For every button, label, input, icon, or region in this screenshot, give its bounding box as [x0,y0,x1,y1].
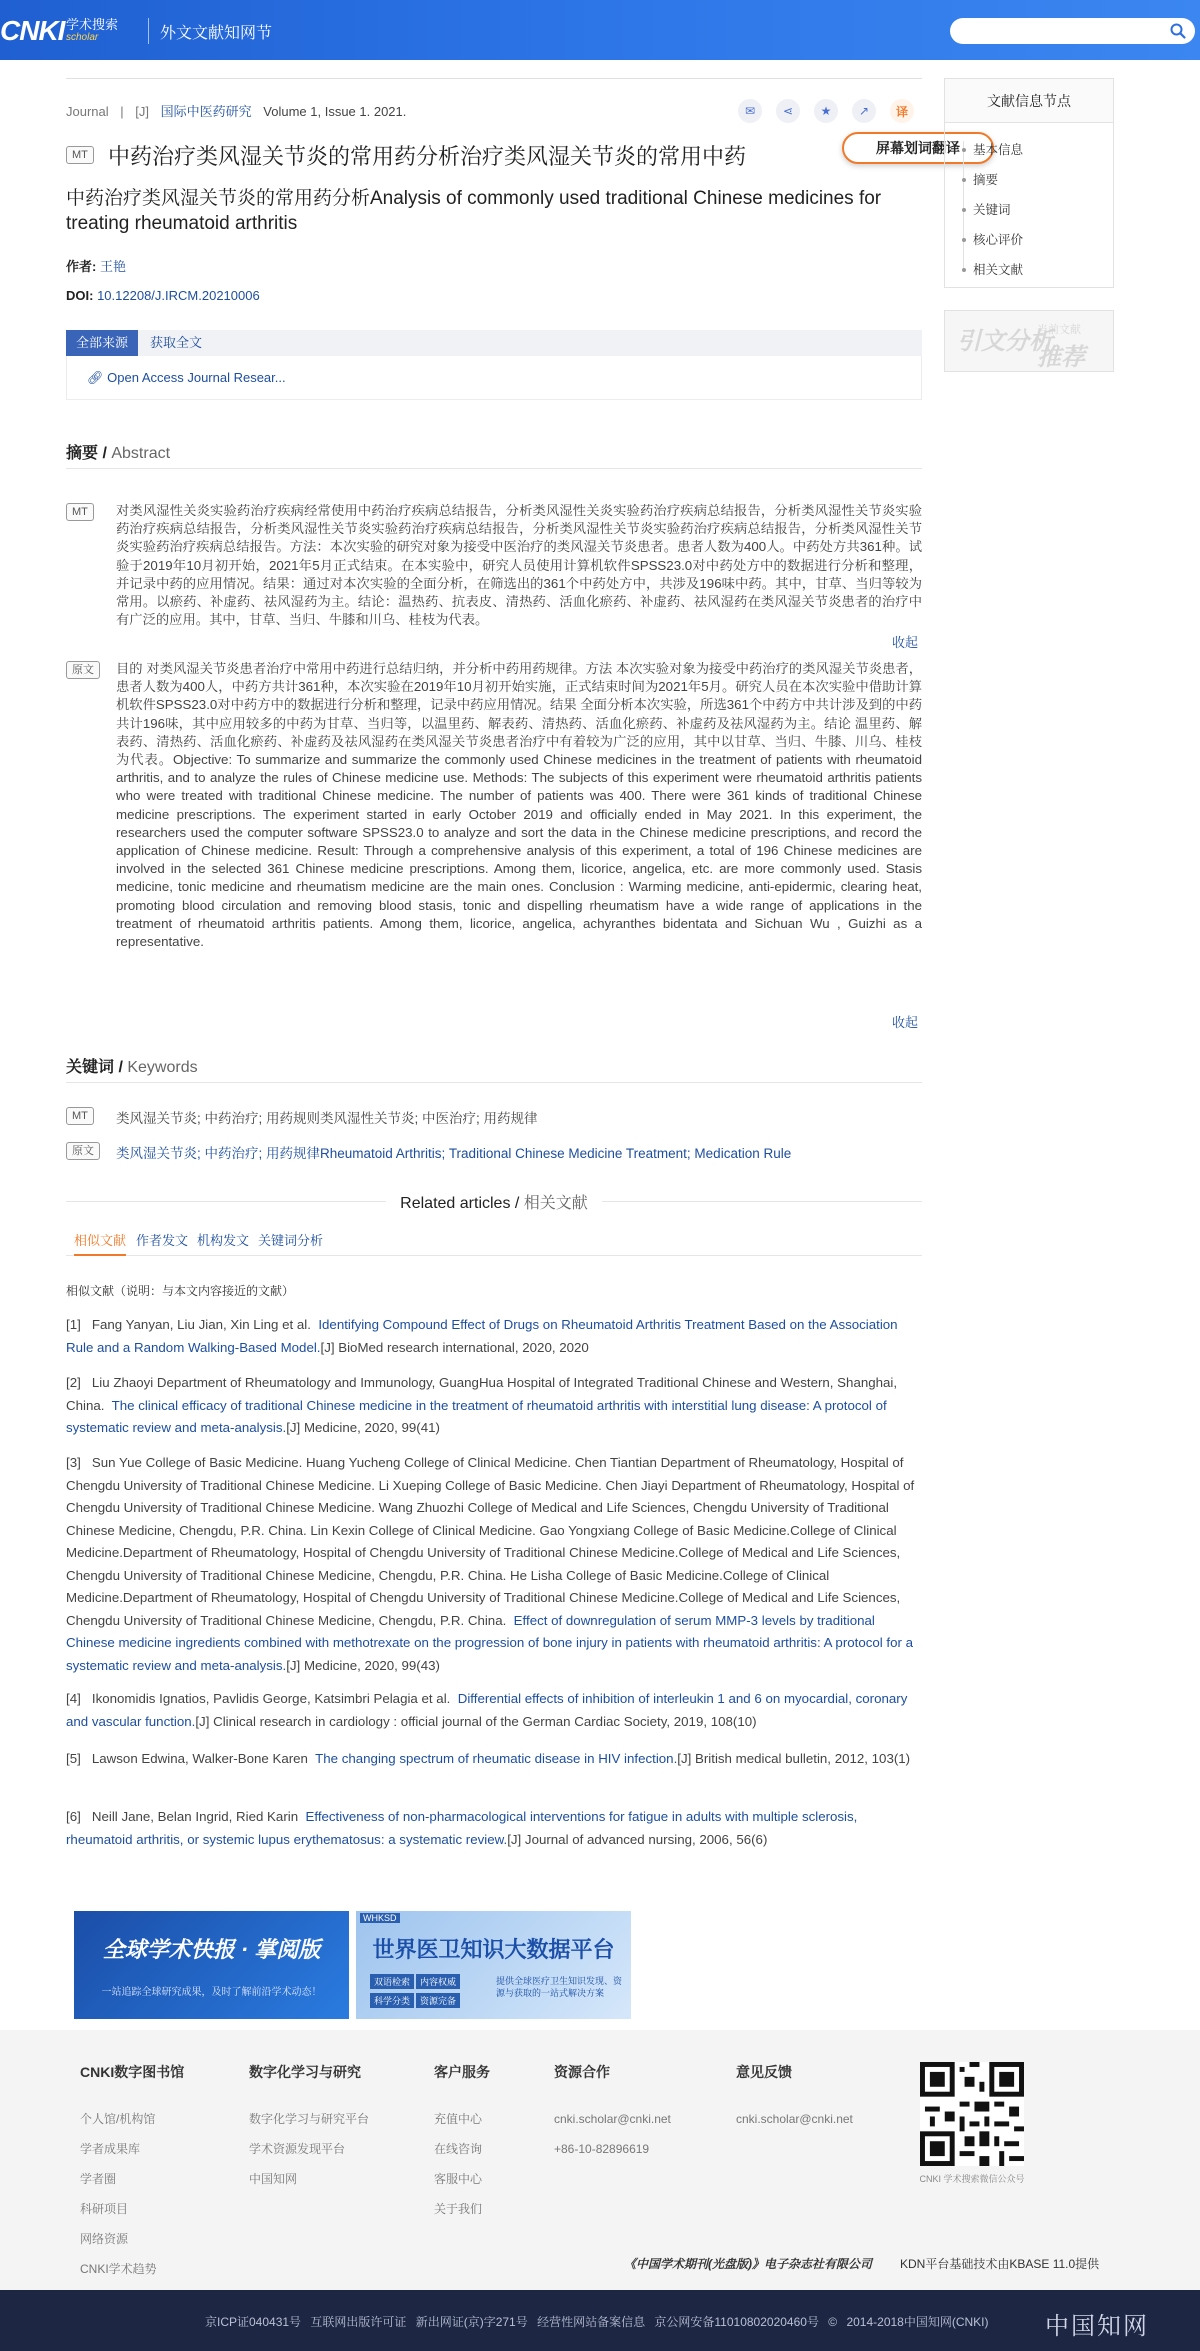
list-item [66,1806,922,1851]
top-header [0,0,1200,60]
keywords-heading: 关键词 / Keywords [66,1059,198,1076]
sidebar-nav [944,78,1114,288]
ref-title-link[interactable]: Differential effects of inhibition of interleukin 1 and 6 on myocardial, coronary and vascular function. [66,1691,908,1729]
logo-subtitle: 学术搜索 [66,17,119,32]
source-link[interactable] [87,370,286,386]
journal-link[interactable]: 国际中医药研究 [160,104,252,119]
ref-authors: Fang Yanyan, Liu Jian, Xin Ling et al. [91,1317,311,1332]
sidebar-item-related[interactable]: 相关文献 [973,255,1113,285]
banner-right-sub: 提供全球医疗卫生知识发现、资源与获取的一站式解决方案 [496,1976,623,1998]
translate-tooltip: 屏幕划词翻译 [842,132,994,164]
sidebar-item-keywords[interactable]: 关键词 [973,195,1113,225]
doi-link[interactable]: 10.12208/J.IRCM.20210006 [97,288,260,303]
citation-analysis-ad[interactable] [944,310,1114,372]
ref-title-link[interactable]: Effectiveness of non-pharmacological interventions for fatigue in adults with multiple sclerosis, rheumatoid arthritis, or systemic lupus erythematosus: a systematic review. [66,1809,858,1847]
footer-link[interactable]: 客服中心 [434,2172,483,2186]
authors [66,256,126,275]
banner-right-tags [370,1973,490,2011]
footer-email[interactable]: cnki.scholar@cnki.net [554,2112,671,2126]
footer-col-title: 意见反馈 [736,2064,792,2080]
banner-left-title: 全球学术快报 · 掌阅版 [102,1937,321,1962]
list-item [66,1452,922,1677]
doc-type: Journal [66,104,109,119]
mail-icon[interactable]: ✉ [738,99,762,123]
tab-author[interactable]: 作者发文 [136,1233,189,1248]
footer-bottom-bar [0,2290,1200,2351]
footer-link[interactable]: 学者成果库 [80,2142,141,2156]
footer-email[interactable]: cnki.scholar@cnki.net [736,2112,853,2126]
collapse-button[interactable]: 收起 [891,1015,918,1030]
logo-scholar: scholar [66,32,99,43]
footer-link[interactable]: 数字化学习与研究平台 [249,2112,370,2126]
abstract-heading-en: Abstract [111,445,171,462]
footer-col-title: 数字化学习与研究 [249,2064,361,2080]
list-item [66,1688,922,1733]
top-divider [66,78,922,79]
cnki-footer-logo: 中国知网 [1045,2312,1149,2340]
keywords-original [66,1142,922,1162]
abstract-mt-text: 对类风湿性关炎实验药治疗疾病经常使用中药治疗疾病总结报告，分析类风湿性关炎实验药治疗疾病总结报告，分析类风湿性关节炎实验药治疗疾病总结报告，分析类风湿性关节炎实验药治疗疾病总结报告，分析类风湿性关节炎实验药治疗疾病总结报告，分析类风湿性关节炎实验药治疗疾病总结报告。方法：本次实验的研究对象为接受中医治疗的类风湿关节炎患者。患者人数为400人。中药处方共361种。试验于2019年10月初开始，2021年5月正式结束。在本实验中，研究人员使用计算机软件SPSS23.0对中药处方中的数据进行分析和整理，并记录中药的应用情况。结果：通过对本次实验的全面分析，在筛选出的361个中药处方中，共涉及196味中药。其中，甘草、当归等较为常用。以瘀药、补虚药、祛风湿药为主。结论：温热药、抗表皮、清热药、活血化瘀药、补虚药、祛风湿药在类风湿关节炎患者的治疗中有广泛的应用。其中，甘草、当归、牛膝和川乌、桂枝为代表。 [116,503,922,628]
footer-col-title: CNKI数字图书馆 [80,2064,185,2080]
ref-title-link[interactable]: Identifying Compound Effect of Drugs on Rheumatoid Arthritis Treatment Based on the Association Rule and a Random Walking-Based Model. [66,1317,898,1355]
footer-col-title: 资源合作 [554,2064,610,2080]
banner-whksd[interactable] [356,1911,631,2019]
footer-col-title: 客户服务 [434,2064,490,2080]
export-icon[interactable]: ↗ [852,99,876,123]
translate-icon[interactable]: 译 [890,99,914,123]
tab-similar[interactable]: 相似文献 [74,1230,126,1256]
related-title-en: Related articles [400,1195,511,1212]
footer-link[interactable]: 个人馆/机构馆 [80,2112,156,2126]
footer-link[interactable]: 网络资源 [80,2232,129,2246]
banner-right-title: 世界医卫知识大数据平台 [372,1937,615,1962]
abstract-divider [66,468,922,469]
ref-authors: Ikonomidis Ignatios, Pavlidis George, Katsimbri Pelagia et al. [91,1691,451,1706]
keywords-mt [66,1107,922,1127]
related-heading [66,1190,922,1212]
publisher-text: 《中国学术期刊(光盘版)》电子杂志社有限公司 [624,2257,872,2271]
banner-tag: 双语检索 [370,1974,414,1989]
sidebar-item-evaluation[interactable]: 核心评价 [973,225,1113,255]
sidebar-title: 文献信息节点 [945,79,1113,123]
abstract-mt [66,502,922,652]
footer [0,2030,1200,2290]
tab-keyword-analysis[interactable]: 关键词分析 [258,1233,324,1248]
footer-link[interactable]: 科研项目 [80,2202,129,2216]
abstract-original [66,660,922,1032]
keywords-mt-text: 类风湿关节炎; 中药治疗; 用药规则类风湿性关节炎; 中医治疗; 用药规律 [116,1111,538,1126]
ref-source: [J] British medical bulletin, 2012, 103(1) [677,1751,911,1766]
ref-source: [J] Medicine, 2020, 99(43) [286,1657,440,1673]
qr-code-icon [920,2062,1024,2166]
tab-institution[interactable]: 机构发文 [197,1233,250,1248]
original-badge: 原文 [66,661,100,679]
ref-number: [6] [66,1809,81,1824]
source-tabs [66,330,922,356]
tab-fulltext[interactable]: 获取全文 [150,335,203,350]
site-title: 外文文献知网节 [160,25,273,42]
mt-badge: MT [66,503,94,521]
ad-title: 引文分析 [957,328,1053,355]
banner-tag: 内容权威 [416,1974,460,1989]
footer-link[interactable]: 学术资源发现平台 [249,2142,346,2156]
sidebar-list [945,123,1113,285]
footer-link[interactable]: 学者圈 [80,2172,117,2186]
page-title: 中药治疗类风湿关节炎的常用药分析治疗类风湿关节炎的常用中药 [108,144,747,169]
footer-col-library [80,2062,184,2284]
share-icon[interactable]: ⋖ [776,99,800,123]
action-toolbar [738,99,914,123]
star-icon[interactable]: ★ [814,99,838,123]
banner-left-sub: 一站追踪全球研究成果，及时了解前沿学术动态！ [101,1987,322,1998]
abstract-heading: 摘要 / Abstract [66,445,171,462]
ref-source: [J] Journal of advanced nursing, 2006, 56(6) [507,1831,768,1847]
header-divider [148,18,149,44]
list-item [66,1372,922,1440]
footer-col-cooperation [554,2062,671,2164]
banner-scholar-express[interactable] [74,1911,349,2019]
related-title-cn: 相关文献 [523,1195,588,1212]
original-badge: 原文 [66,1142,100,1160]
meta-separator: | [120,104,124,119]
tab-all-sources[interactable]: 全部来源 [66,330,138,356]
keywords-heading-cn: 关键词 [66,1059,115,1076]
ad-sub: 当前文献 [1037,324,1081,336]
article-meta [66,101,414,120]
ref-number: [2] [66,1375,81,1390]
author-label: 作者: [66,259,97,274]
platform-text: KDN平台基础技术由KBASE 11.0提供 [900,2257,1100,2271]
paperclip-icon: 🔗︎ [87,370,108,385]
volume-info: Volume 1, Issue 1. 2021. [263,104,407,119]
doc-tag: [J] [135,104,150,119]
ref-authors: Neill Jane, Belan Ingrid, Ried Karin [91,1809,299,1824]
doi-label: DOI: [66,288,94,303]
footer-phone: +86-10-82896619 [554,2142,650,2156]
qr-caption: CNKI 学术搜索微信公众号 [919,2174,1025,2184]
doi [66,288,260,303]
related-tabs [66,1226,922,1256]
ref-authors: Lawson Edwina, Walker-Bone Karen [91,1751,308,1766]
similar-note: 相似文献（说明：与本文内容接近的文献） [66,1284,295,1298]
ref-number: [5] [66,1751,81,1766]
search-icon[interactable] [1169,22,1187,40]
footer-col-feedback [736,2062,853,2134]
original-title: 中药治疗类风湿关节炎的常用药分析Analysis of commonly used traditional Chinese medicines for treating rheumatoid arthritis [66,188,882,234]
banner-tag: 资源完备 [416,1993,460,2008]
source-link-text: Open Access Journal Resear... [107,370,286,385]
footer-link[interactable]: 充值中心 [434,2112,483,2126]
ref-source: [J] BioMed research international, 2020, 2020 [320,1339,589,1355]
ref-number: [1] [66,1317,81,1332]
source-list [66,356,922,400]
ref-authors: Sun Yue College of Basic Medicine. Huang Yucheng College of Clinical Medicine. Chen Tiantian Department of Rheumatology, Hospital of Chengdu University of Traditional Chinese Medicine. Li Xueping College of Basic Medicine. Chen Jiayi Department of Rheumatology, Hospital of Chengdu University of Traditional Chinese Medicine. Wang Zhuozhi College of Medical and Life Sciences, Chengdu University of Traditional Chinese Medicine, Chengdu, P.R. China. Lin Kexin College of Clinical Medicine. Gao Yongxiang College of Basic Medicine.College of Clinical Medicine.Department of Rheumatology, Hospital of Chengdu University of Traditional Chinese Medicine.College of Medical and Life Sciences, Chengdu University of Traditional Chinese Medicine, Chengdu, P.R. China. He Lisha College of Basic Medicine.College of Clinical Medicine.Department of Rheumatology, Hospital of Chengdu University of Traditional Chinese Medicine.College of Medical and Life Sciences, Chengdu University of Traditional Chinese Medicine, Chengdu, P.R. China. [66,1455,915,1628]
ref-title-link[interactable]: The clinical efficacy of traditional Chinese medicine in the treatment of rheumatoid arthritis with interstitial lung disease: A protocol of systematic review and meta-analysis. [66,1397,887,1435]
cnki-logo[interactable]: CNKI [0,15,65,46]
footer-link[interactable]: CNKI学术趋势 [80,2262,157,2276]
ref-number: [4] [66,1691,81,1706]
banner-tag: 科学分类 [370,1993,414,2008]
list-item [66,1314,922,1359]
footer-link[interactable]: 在线咨询 [434,2142,483,2156]
keywords-divider [66,1082,922,1083]
search-input[interactable] [962,22,1157,40]
mt-badge: MT [66,1107,94,1125]
license-text: 京ICP证040431号 互联网出版许可证 新出网证(京)字271号 经营性网站备案信息 京公网安备11010802020460号 © 2014-2018中国知网(CNKI) [205,2315,989,2329]
ref-title-link[interactable]: The changing spectrum of rheumatic disease in HIV infection. [315,1751,678,1766]
abstract-heading-cn: 摘要 [66,445,99,462]
ref-source: [J] Clinical research in cardiology : official journal of the German Cardiac Society, 2019, 108(10) [195,1713,757,1729]
related-title: Related articles / 相关文献 [400,1195,588,1212]
ref-title-link[interactable]: Effect of downregulation of serum MMP-3 levels by traditional Chinese medicine ingredients combined with methotrexate on the progression of bone injury in patients with rheumatoid arthritis: A protocol for a systematic review and meta-analysis. [66,1612,914,1673]
mt-badge: MT [66,146,94,164]
ad-recommend: 推荐 [1037,344,1085,371]
ref-number: [3] [66,1455,81,1470]
sidebar-item-basic-info[interactable]: 基本信息 [973,135,1113,165]
footer-link[interactable]: 关于我们 [434,2202,483,2216]
list-item [66,1748,922,1771]
search-box [950,18,1195,44]
keywords-original-text[interactable]: 类风湿关节炎; 中药治疗; 用药规律Rheumatoid Arthritis; Traditional Chinese Medicine Treatment; Medication Rule [116,1146,792,1161]
ref-authors: Liu Zhaoyi Department of Rheumatology and Immunology, GuangHua Hospital of Integrated Traditional Chinese and Western, Shanghai, China. [66,1375,898,1413]
keywords-heading-en: Keywords [127,1059,198,1076]
collapse-button[interactable]: 收起 [891,635,918,650]
abstract-original-text: 目的 对类风湿关节炎患者治疗中常用中药进行总结归纳，并分析中药用药规律。方法 本次实验对象为接受中药治疗的类风湿关节炎患者，患者人数为400人，中药方共计361种，本次实验在2019年10月初开始实施，正式结束时间为2021年5月。研究人员在本次实验中借助计算机软件SPSS23.0对中药方中的数据进行分析和整理，记录中药应用情况。结果 全面分析本次实验，所选361个中药方中共计涉及到的中药共计196味，其中应用较多的中药为甘草、当归等，以温里药、解表药、清热药、活血化瘀药、补虚药及祛风湿药为主。结论 温里药、解表药、清热药、活血化瘀药、补虚药及祛风湿药在类风湿关节炎患者治疗中有着较为广泛的应用，其中以甘草、当归、牛膝、川乌、桂枝为代表。Objective: To summarize and summarize the commonly used Chinese medicines in the treatment of patients with rheumatoid arthritis, and to analyze the rules of Chinese medicine use. Methods: The subjects of this experiment were rheumatoid arthritis patients who were treated with traditional Chinese medicine. The number of patients was 400. There were 361 kinds of traditional Chinese medicine prescriptions. The experiment started in early October 2019 and officially ended in May 2021. In this experiment, the researchers used the computer software SPSS23.0 to analyze and sort the data in the Chinese medicine prescriptions, and record the application of Chinese medicine. Result: Through a comprehensive analysis of this experiment, a total of 196 Chinese medicines are involved in the selected 361 Chinese medicine prescriptions. Among them, licorice, angelica, etc. are more commonly used. Stasis medicine, tonic medicine and rheumatism medicine are the main ones. Conclusion : Warming medicine, anti-epidermic, clearing heat, promoting blood circulation and removing blood stasis, tonic and dispelling rheumatism have a wide range of applications in the treatment of rheumatoid arthritis patients. Among them, licorice, angelica, achyranthes bidentata and Sichuan Wu , Guizhi as a representative. [116,661,922,950]
sidebar-item-abstract[interactable]: 摘要 [973,165,1113,195]
banner-right-tag: WHKSD [360,1913,400,1923]
ref-source: [J] Medicine, 2020, 99(41) [286,1420,440,1435]
author-link[interactable]: 王艳 [99,259,126,274]
footer-link[interactable]: 中国知网 [249,2172,298,2186]
footer-col-service [434,2062,490,2224]
footer-col-learning [249,2062,369,2194]
